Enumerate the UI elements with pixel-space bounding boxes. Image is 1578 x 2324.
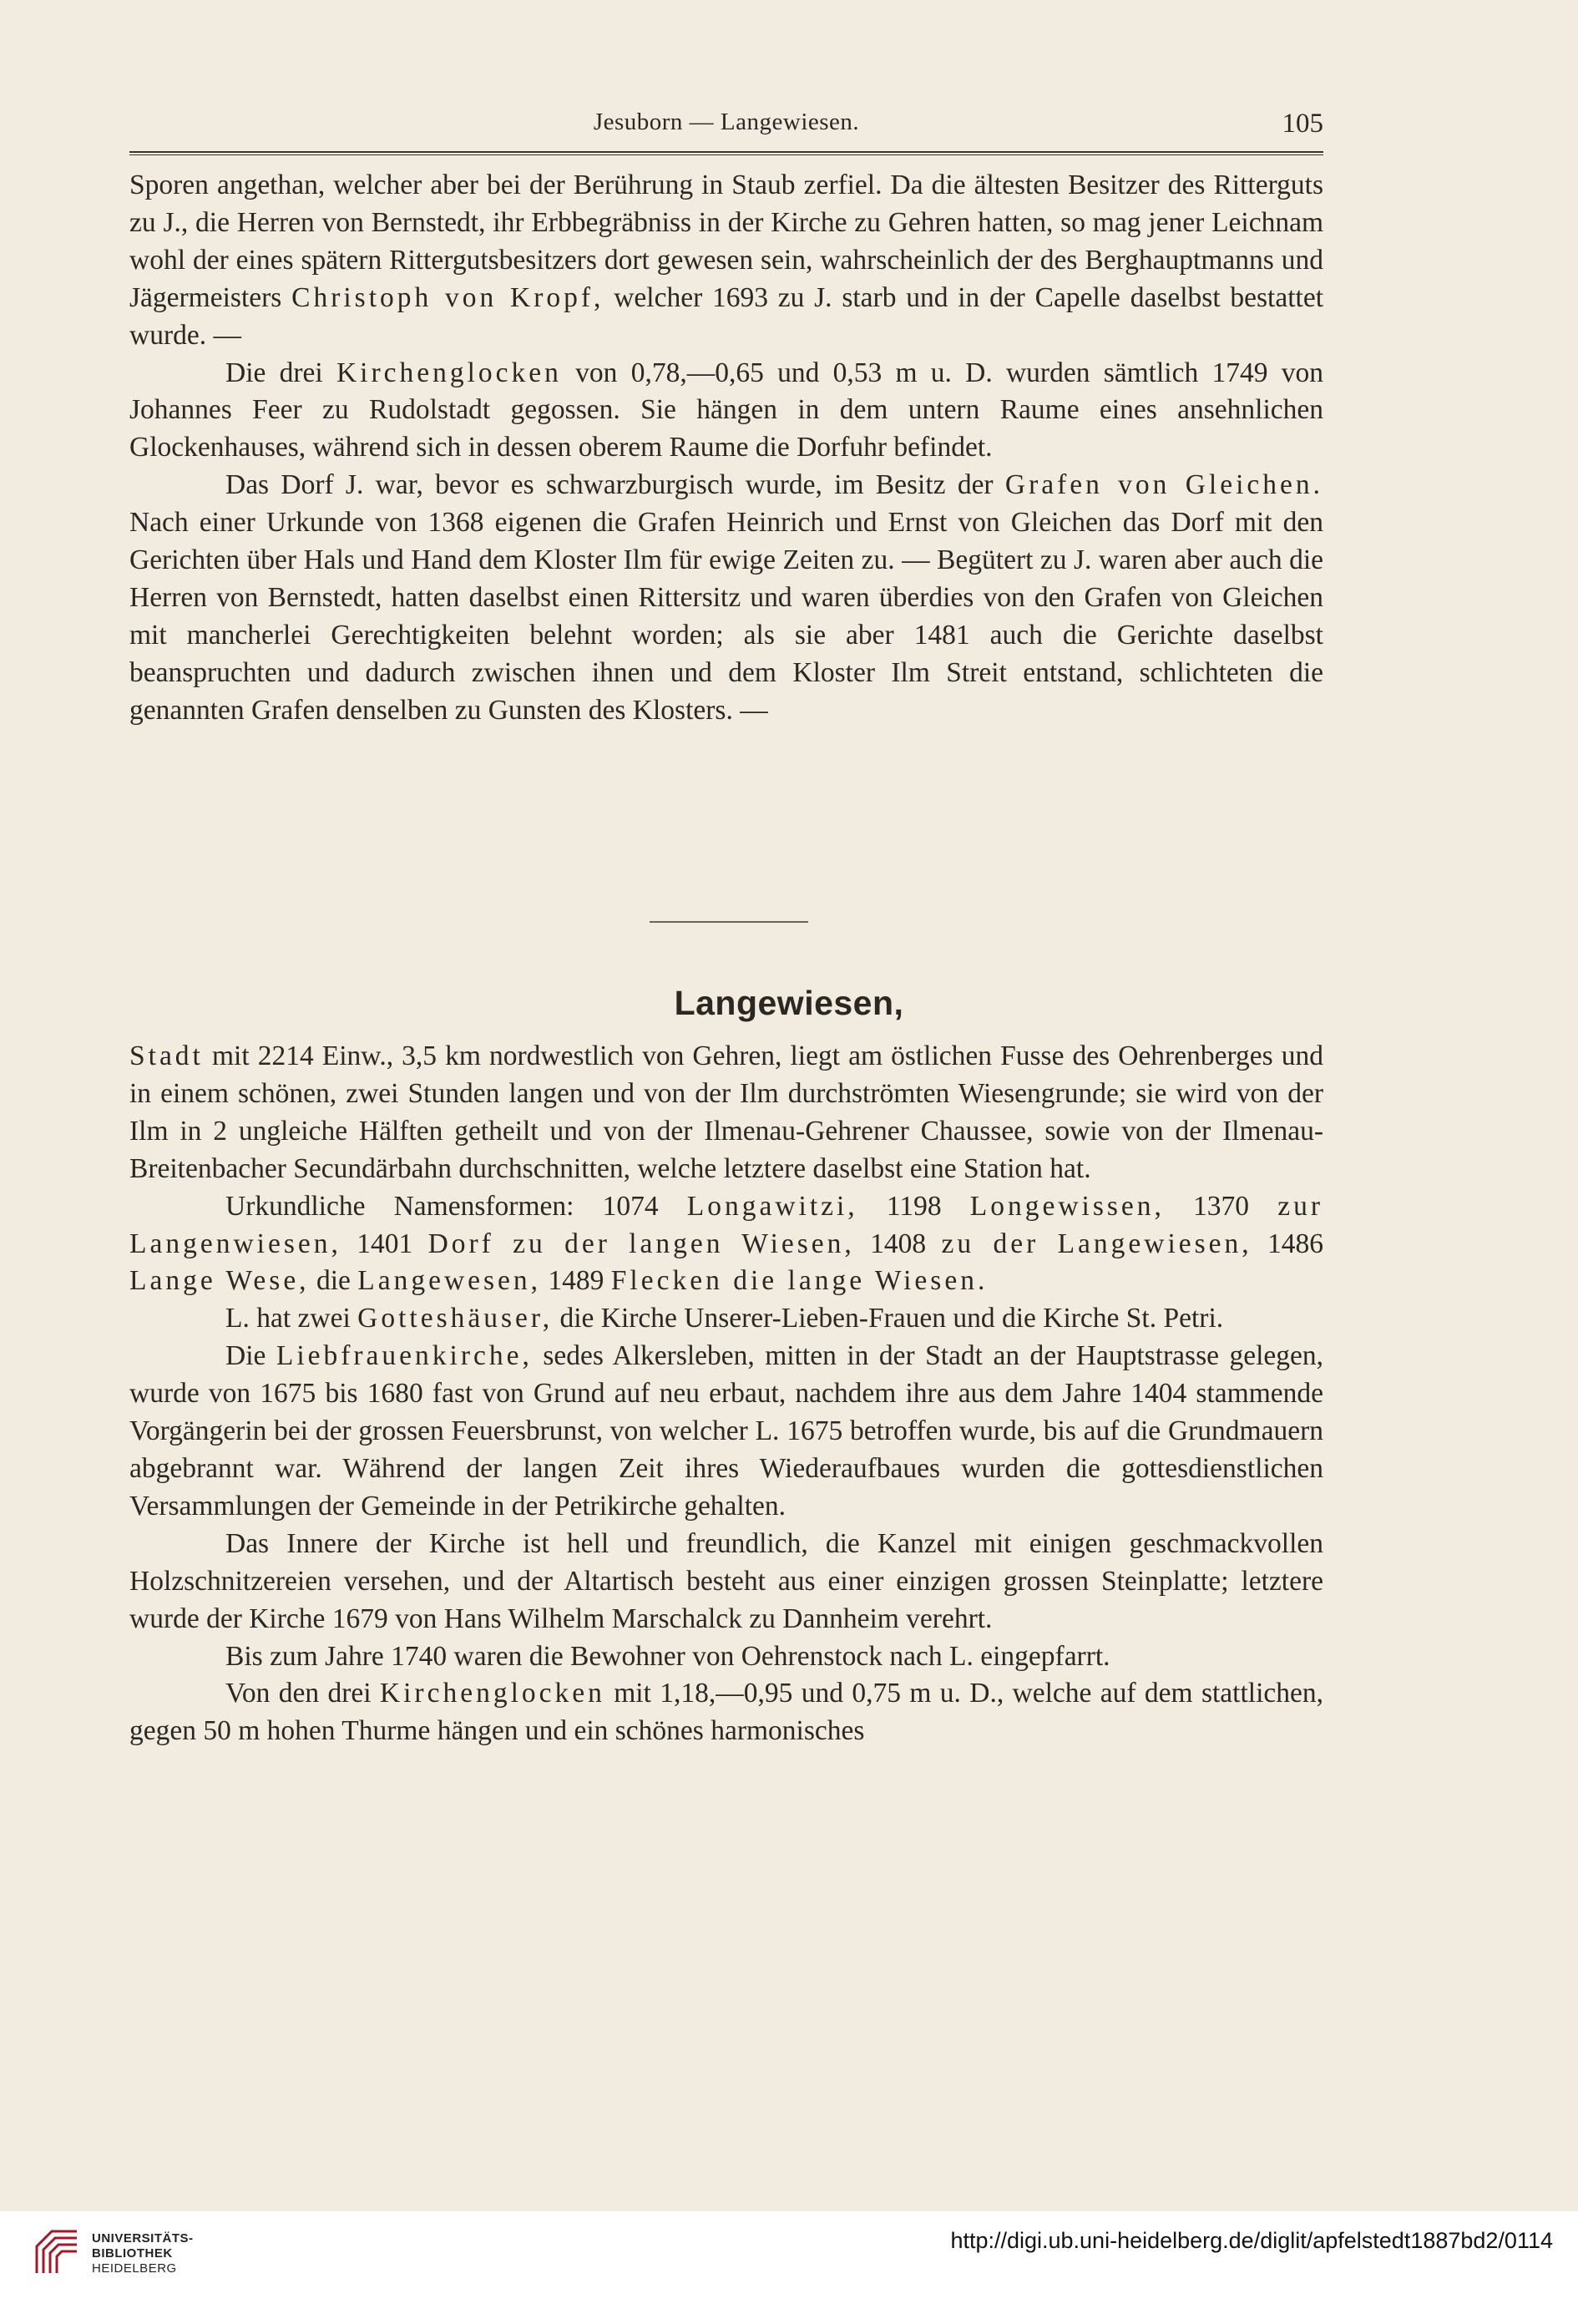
running-header <box>129 109 1323 150</box>
spaced-term: Liebfrauenkirche, <box>276 1340 533 1372</box>
paragraph: Die drei Kirchenglocken von 0,78,—0,65 und 0,53 m u. D. wurden sämtlich 1749 von Johannes Feer zu Rudolstadt gegossen. Sie hängen in dem untern Raume eines ansehnlichen Glockenhauses, während sich in dessen oberem Raume die Dorfuhr befindet. <box>129 357 1323 463</box>
spaced-term: Gotteshäuser, <box>357 1303 554 1334</box>
section-langewiesen-text <box>129 1038 1323 1750</box>
section-divider <box>650 921 808 923</box>
spaced-term: Grafen von Gleichen. <box>1004 469 1324 501</box>
paragraph: Stadt mit 2214 Einw., 3,5 km nordwestlich von Gehren, liegt am östlichen Fusse des Oehrenberges und in einem schönen, zwei Stunden langen und von der Ilm durchströmten Wiesengrunde; sie wird von der Ilm in 2 ungleiche Hälften getheilt und von der Ilmenau-Gehrener Chaussee, sowie von der Ilmenau-Breitenbacher Secundärbahn durchschnitten, welche letztere daselbst eine Station hat. <box>129 1040 1323 1184</box>
spaced-term: Kirchenglocken <box>336 357 562 388</box>
library-name: UNIVERSITÄTS- BIBLIOTHEK HEIDELBERG <box>92 2231 194 2276</box>
paragraph: L. hat zwei Gotteshäuser, die Kirche Unserer-Lieben-Frauen und die Kirche St. Petri. <box>225 1303 1224 1334</box>
running-title: Jesuborn — Langewiesen. <box>593 109 860 135</box>
paragraph: Von den drei Kirchenglocken mit 1,18,—0,95 und 0,75 m u. D., welche auf dem stattlichen, gegen 50 m hohen Thurme hängen und ein schönes harmonisches <box>129 1678 1324 1747</box>
section-jesuborn-text <box>129 167 1323 730</box>
paragraph: Das Innere der Kirche ist hell und freundlich, die Kanzel mit einigen geschmackvollen Holzschnitzereien versehen, und der Altartisch besteht aus einer einzigen grossen Steinplatte; letztere wurde der Kirche 1679 von Hans Wilhelm Marschalck zu Dannheim verehrt. <box>129 1527 1323 1634</box>
permalink-url[interactable]: http://digi.ub.uni-heidelberg.de/diglit/apfelstedt1887bd2/0114 <box>950 2228 1553 2253</box>
section-heading: Langewiesen, <box>674 984 904 1022</box>
spaced-name: Christoph von Kropf, <box>291 281 604 313</box>
paragraph: Sporen angethan, welcher aber bei der Berührung in Staub zerfiel. Da die ältesten Besitzer des Ritterguts zu J., die Herren von Bernstedt, ihr Erbbegräbniss in der Kirche zu Gehren hatten, so mag jener Leichnam wohl der eines spätern Rittergutsbesitzers dort gewesen sein, wahrscheinlich der des Berghauptmanns und Jägermeisters Christoph von Kropf, welcher 1693 zu J. starb und in der Capelle daselbst bestattet wurde. — <box>129 170 1324 351</box>
paragraph: Die Liebfrauenkirche, sedes Alkersleben, mitten in der Stadt an der Hauptstrasse gelegen, wurde von 1675 bis 1680 fast von Grund auf neu erbaut, nachdem ihre aus dem Jahre 1404 stammende Vorgängerin bei der grossen Feuersbrunst, von welcher L. 1675 betroffen wurde, bis auf die Grundmauern abgebrannt war. Während der langen Zeit ihres Wiederaufbaues wurden die gottesdienstlichen Versammlungen der Gemeinde in der Petrikirche gehalten. <box>129 1340 1324 1521</box>
library-logo-icon <box>32 2226 82 2276</box>
paragraph: Das Dorf J. war, bevor es schwarzburgisch wurde, im Besitz der Grafen von Gleichen. Nach einer Urkunde von 1368 eigenen die Grafen Heinrich und Ernst von Gleichen das Dorf mit den Gerichten über Hals und Hand dem Kloster Ilm für ewige Zeiten zu. — Begütert zu J. waren aber auch die Herren von Bernstedt, hatten daselbst einen Rittersitz und waren überdies von den Grafen von Gleichen mit mancherlei Gerechtigkeiten belehnt worden; als sie aber 1481 auch die Gerichte daselbst beanspruchten und dadurch zwischen ihnen und dem Kloster Ilm Streit entstand, schlichteten die genannten Grafen denselben zu Gunsten des Klosters. — <box>129 469 1324 726</box>
paragraph: Urkundliche Namensformen: 1074 Longawitzi, 1198 Longewissen, 1370 zur Langenwiesen, 1401 Dorf zu der langen Wiesen, 1408 zu der Langewiesen, 1486 Lange Wese, die Langewesen, 1489 Flecken die lange Wiesen. <box>129 1190 1324 1297</box>
paragraph: Bis zum Jahre 1740 waren die Bewohner von Oehrenstock nach L. eingepfarrt. <box>225 1640 1110 1672</box>
header-rule <box>129 151 1323 155</box>
spaced-term: Stadt <box>129 1040 204 1071</box>
page-number: 105 <box>1282 109 1323 139</box>
spaced-term: Kirchenglocken <box>379 1678 605 1709</box>
